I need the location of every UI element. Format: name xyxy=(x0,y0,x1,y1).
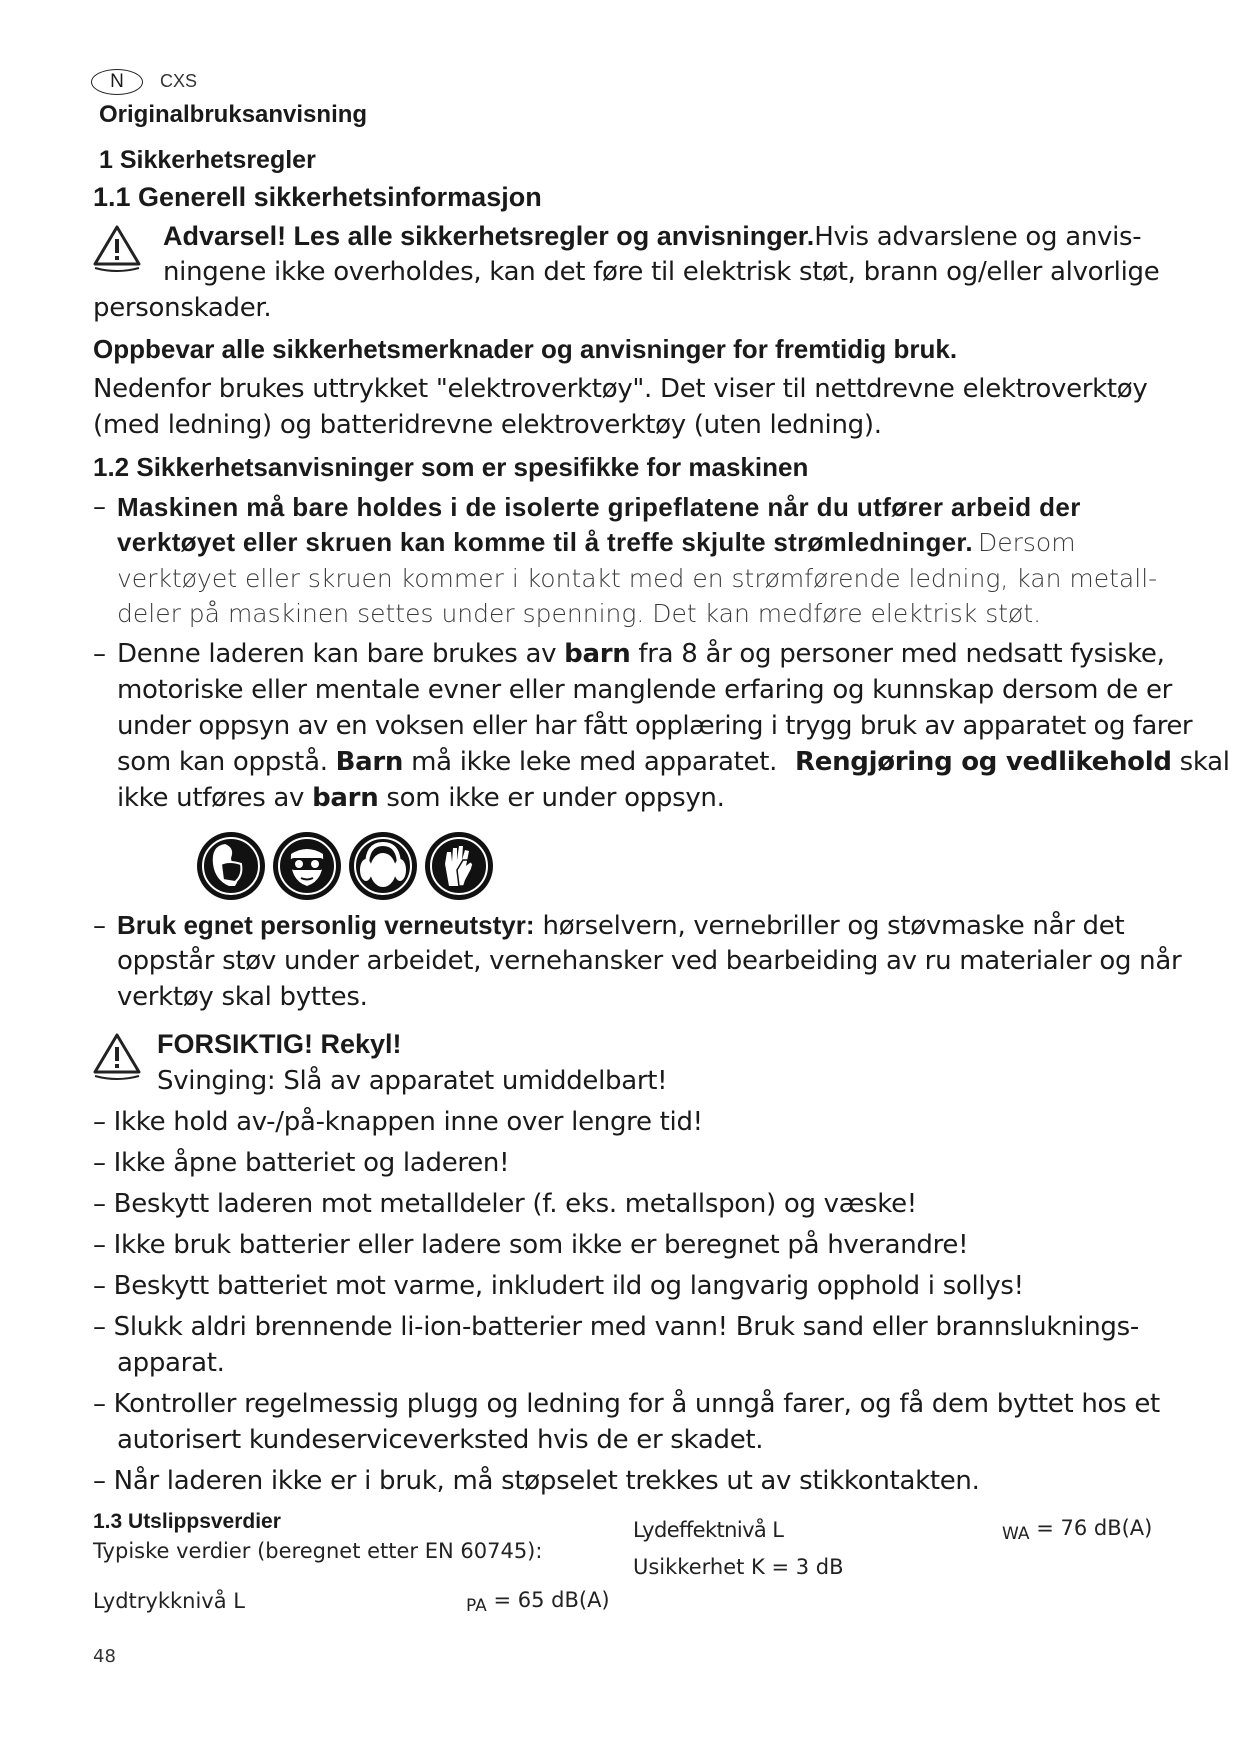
list-item: – Når laderen ikke er i bruk, må støpselet trekkes ut av stikkontakten. xyxy=(93,1466,980,1496)
warning-text-1: Hvis advarslene og anvis- xyxy=(814,222,1142,252)
bullet1-line-4: deler på maskinen settes under spenning. Det kan medføre elektrisk støt. xyxy=(117,599,1042,628)
sound-pressure-label xyxy=(93,1589,245,1613)
list-item-text: Slukk aldri brennende li-ion-batterier med vann! Bruk sand eller brannsluknings- xyxy=(113,1312,1139,1342)
language-badge xyxy=(91,69,143,95)
bullet-dash: – xyxy=(93,911,106,941)
list-item-continued: apparat. xyxy=(117,1348,225,1378)
list-item-text: Beskytt batteriet mot varme, inkludert ild og langvarig opphold i sollys! xyxy=(113,1271,1024,1301)
bullet1-line-2 xyxy=(117,527,1076,558)
lwa-value: = 76 dB(A) xyxy=(1029,1516,1153,1540)
lpa-subscript: PA xyxy=(466,1596,487,1616)
warning-text-2: ningene ikke overholdes, kan det føre til elektrisk støt, brann og/eller alvorlige xyxy=(163,257,1160,287)
bullet2-text: må ikke leke med apparatet. xyxy=(403,747,778,777)
safety-goggles-icon xyxy=(271,830,343,902)
lpa-value: = 65 dB(A) xyxy=(486,1588,610,1612)
bullet2-bold-cleaning: Rengjøring og vedlikehold xyxy=(795,747,1172,777)
list-item-text: Kontroller regelmessig plugg og ledning for å unngå farer, og få dem byttet hos et xyxy=(113,1389,1160,1419)
warning-text-3: personskader. xyxy=(93,293,272,323)
list-item-text: Ikke bruk batterier eller ladere som ikke er beregnet på hverandre! xyxy=(113,1230,969,1260)
section-1-1-title: 1.1 Generell sikkerhetsinformasjon xyxy=(93,182,542,212)
list-item-continued: autorisert kundeserviceverksted hvis de er skadet. xyxy=(117,1425,764,1455)
language-code: N xyxy=(110,71,124,92)
list-item-text: Ikke hold av-/på-knappen inne over lengre tid! xyxy=(113,1107,703,1137)
bullet3-line-3: verktøy skal byttes. xyxy=(117,982,368,1012)
bullet2-line-1 xyxy=(117,639,1165,669)
sound-power-value xyxy=(1002,1516,1153,1544)
list-item: – Ikke bruk batterier eller ladere som ikke er beregnet på hverandre! xyxy=(93,1230,969,1260)
bullet1-line-3: verktøyet eller skruen kommer i kontakt med en strømførende ledning, kan metall- xyxy=(117,564,1158,593)
emissions-title: 1.3 Utslippsverdier xyxy=(93,1510,281,1533)
bullet-dash: – xyxy=(93,492,106,522)
bullet2-text: skal xyxy=(1171,747,1230,777)
list-item: – Ikke hold av-/på-knappen inne over lengre tid! xyxy=(93,1107,703,1137)
bullet2-bold-barn: Barn xyxy=(335,747,404,777)
bullet2-bold-barn: barn xyxy=(564,639,631,669)
bullet3-text: hørselvern, vernebriller og støvmaske når det xyxy=(534,911,1125,941)
list-item-text: Ikke åpne batteriet og laderen! xyxy=(113,1148,510,1178)
bullet1-bold-1: Maskinen må bare holdes i de isolerte gripeflatene når du utfører arbeid der xyxy=(117,492,1081,522)
lwa-label: Lydeffektnivå L xyxy=(633,1518,784,1542)
list-item-text: Beskytt laderen mot metalldeler (f. eks. metallspon) og væske! xyxy=(113,1189,917,1219)
list-item: – Slukk aldri brennende li-ion-batterier med vann! Bruk sand eller brannsluknings- xyxy=(93,1312,1139,1342)
bullet1-bold-2: verktøyet eller skruen kan komme til å treffe skjulte strømledninger. xyxy=(117,527,973,557)
sound-power-label xyxy=(633,1518,783,1542)
page-number: 48 xyxy=(93,1646,116,1667)
sound-pressure-value xyxy=(466,1588,610,1616)
list-item: – Beskytt batteriet mot varme, inkludert ild og langvarig opphold i sollys! xyxy=(93,1271,1024,1301)
bullet2-text: Denne laderen kan bare brukes av xyxy=(117,639,565,669)
uncertainty: Usikkerhet K = 3 dB xyxy=(633,1555,844,1579)
caution-title: FORSIKTIG! Rekyl! xyxy=(157,1029,402,1059)
doc-title: Originalbruksanvisning xyxy=(99,101,368,128)
definition-line-1: Nedenfor brukes uttrykket "elektroverktøy". Det viser til nettdrevne elektroverktøy xyxy=(93,374,1148,404)
list-item: – Beskytt laderen mot metalldeler (f. eks. metallspon) og væske! xyxy=(93,1189,917,1219)
caution-triangle-icon xyxy=(92,1032,142,1080)
bullet2-bold-barn: barn xyxy=(312,783,379,813)
bullet3-line-2: oppstår støv under arbeidet, vernehansker ved bearbeiding av ru materialer og når xyxy=(117,946,1182,976)
bullet2-line-3: under oppsyn av en voksen eller har fått opplæring i trygg bruk av apparatet og farer xyxy=(117,711,1193,741)
definition-line-2: (med ledning) og batteridrevne elektroverktøy (uten ledning). xyxy=(93,410,882,440)
model-name: CXS xyxy=(160,71,198,91)
bullet2-text: fra 8 år og personer med nedsatt fysiske, xyxy=(630,639,1165,669)
bullet-dash: – xyxy=(93,639,106,669)
ppe-icons xyxy=(195,830,495,904)
list-item: – Kontroller regelmessig plugg og ledning for å unngå farer, og få dem byttet hos et xyxy=(93,1389,1160,1419)
lpa-label: Lydtrykknivå L xyxy=(93,1589,245,1613)
bullet3-bold: Bruk egnet personlig verneutstyr: xyxy=(117,910,535,940)
list-item-text: Når laderen ikke er i bruk, må støpselet trekkes ut av stikkontakten. xyxy=(113,1466,980,1496)
bullet2-line-4 xyxy=(117,747,1230,777)
warning-bold: Advarsel! Les alle sikkerhetsregler og anvisninger. xyxy=(163,221,815,251)
list-item: – Ikke åpne batteriet og laderen! xyxy=(93,1148,510,1178)
bullet3-line-1 xyxy=(117,910,1124,941)
caution-text: Svinging: Slå av apparatet umiddelbart! xyxy=(157,1066,668,1096)
warning-triangle-icon xyxy=(92,224,142,272)
bullet2-text: som ikke er under oppsyn. xyxy=(378,783,725,813)
bullet2-text: som kan oppstå. xyxy=(117,747,336,777)
bullet2-text: ikke utføres av xyxy=(117,783,313,813)
lwa-subscript: WA xyxy=(1002,1524,1030,1544)
keep-notice: Oppbevar alle sikkerhetsmerknader og anvisninger for fremtidig bruk. xyxy=(93,334,958,364)
section-1-title: 1 Sikkerhetsregler xyxy=(99,146,316,174)
bullet1-tail: Dersom xyxy=(978,528,1076,557)
bullet2-line-2: motoriske eller mentale evner eller manglende erfaring og kunnskap dersom de er xyxy=(117,675,1173,705)
warning-line-1 xyxy=(163,221,1141,252)
gloves-icon xyxy=(423,830,495,902)
section-1-2-title: 1.2 Sikkerhetsanvisninger som er spesifikke for maskinen xyxy=(93,452,809,482)
bullet2-line-5 xyxy=(117,783,725,813)
ear-protection-icon xyxy=(347,830,419,902)
emissions-typical: Typiske verdier (beregnet etter EN 60745): xyxy=(93,1539,543,1563)
dust-mask-icon xyxy=(195,830,267,902)
